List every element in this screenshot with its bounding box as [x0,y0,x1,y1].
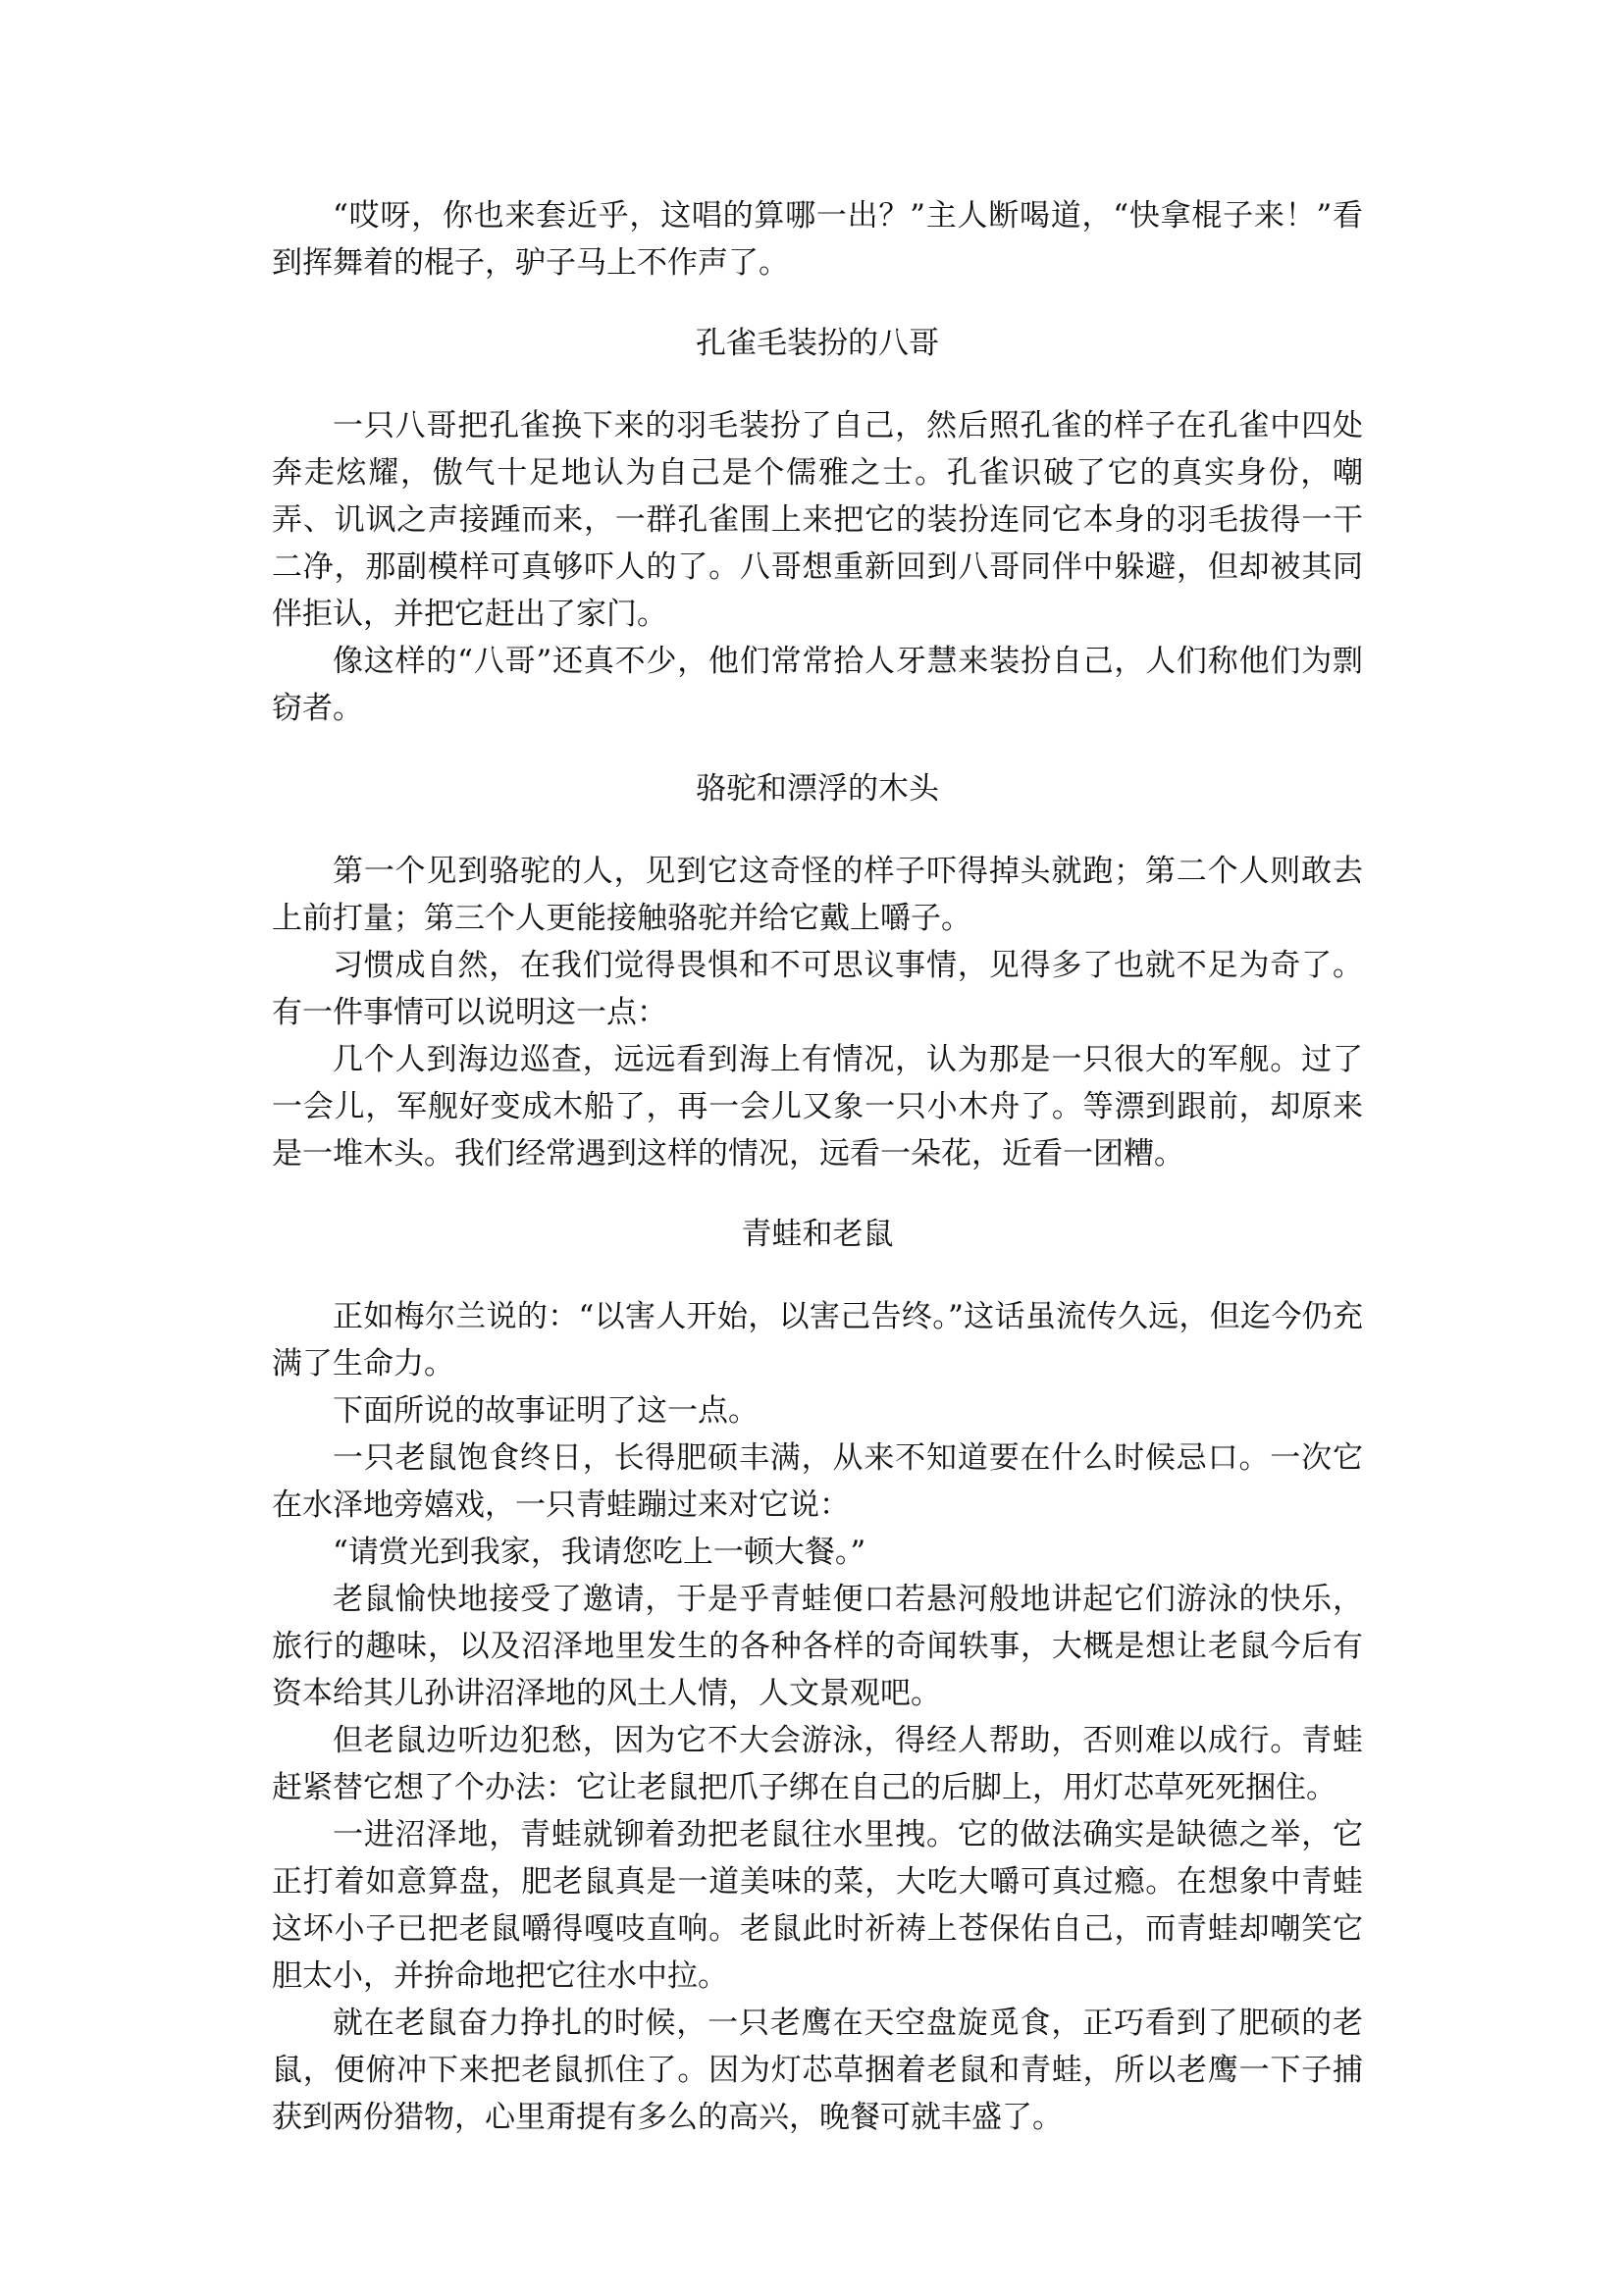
intro-paragraph: “哎呀，你也来套近乎，这唱的算哪一出？”主人断喝道，“快拿棍子来！”看到挥舞着的棍子，驴子马上不作声了。 [272,198,1363,281]
story-paragraph: 第一个见到骆驼的人，见到它这奇怪的样子吓得掉头就跑；第二个人则敢去上前打量；第三个人更能接触骆驼并给它戴上嚼子。 [272,854,1363,936]
story-title: 骆驼和漂浮的木头 [696,771,939,807]
spacer [272,1258,1363,1293]
story-paragraph: 但老鼠边听边犯愁，因为它不大会游泳，得经人帮助，否则难以成行。青蛙赶紧替它想了个办法：它让老鼠把爪子绑在自己的后脚上，用灯芯草死死捆住。 [272,1723,1363,1805]
story-paragraph: 一只八哥把孔雀换下来的羽毛装扮了自己，然后照孔雀的样子在孔雀中四处奔走炫耀，傲气十足地认为自己是个儒雅之士。孔雀识破了它的真实身份，嘲弄、讥讽之声接踵而来，一群孔雀围上来把它的装扮连同它本身的羽毛拔得一干二净，那副模样可真够吓人的了。八哥想重新回到八哥同伴中躲避，但却被其同伴拒认，并把它赶出了家门。 [272,408,1363,632]
spacer [272,732,1363,765]
story-paragraph: 一进沼泽地，青蛙就铆着劲把老鼠往水里拽。它的做法确实是缺德之举，它正打着如意算盘，肥老鼠真是一道美味的菜，大吃大嚼可真过瘾。在想象中青蛙这坏小子已把老鼠嚼得嘎吱直响。老鼠此时祈祷上苍保佑自己，而青蛙却嘲笑它胆太小，并拚命地把它往水中拉。 [272,1817,1363,1994]
spacer [272,1177,1363,1211]
story-paragraph: 习惯成自然，在我们觉得畏惧和不可思议事情，见得多了也就不足为奇了。有一件事情可以说明这一点： [272,948,1363,1030]
spacer [272,367,1363,402]
spacer [272,287,1363,320]
document-page [272,192,1363,2141]
spacer [272,812,1363,848]
story-paragraph: “请赏光到我家，我请您吃上一顿大餐。” [333,1535,866,1570]
story-title: 孔雀毛装扮的八哥 [696,326,939,361]
story-paragraph: 像这样的“八哥”还真不少，他们常常拾人牙慧来装扮自己，人们称他们为剽窃者。 [272,644,1363,726]
story-paragraph: 老鼠愉快地接受了邀请，于是乎青蛙便口若悬河般地讲起它们游泳的快乐，旅行的趣味，以及沼泽地里发生的各种各样的奇闻轶事，大概是想让老鼠今后有资本给其儿孙讲沼泽地的风土人情，人文景观吧。 [272,1582,1363,1711]
story-paragraph: 一只老鼠饱食终日，长得肥硕丰满，从来不知道要在什么时候忌口。一次它在水泽地旁嬉戏，一只青蛙蹦过来对它说： [272,1440,1363,1523]
story-paragraph: 就在老鼠奋力挣扎的时候，一只老鹰在天空盘旋觅食，正巧看到了肥硕的老鼠，便俯冲下来把老鼠抓住了。因为灯芯草捆着老鼠和青蛙，所以老鹰一下子捕获到两份猎物，心里甭提有多么的高兴，晚餐可就丰盛了。 [272,2006,1363,2135]
story-paragraph: 下面所说的故事证明了这一点。 [333,1393,759,1429]
story-paragraph: 几个人到海边巡查，远远看到海上有情况，认为那是一只很大的军舰。过了一会儿，军舰好变成木船了，再一会儿又象一只小木舟了。等漂到跟前，却原来是一堆木头。我们经常遇到这样的情况，远看一朵花，近看一团糟。 [272,1042,1363,1172]
story-title: 青蛙和老鼠 [741,1217,894,1252]
story-paragraph: 正如梅尔兰说的：“以害人开始，以害己告终。”这话虽流传久远，但迄今仍充满了生命力。 [272,1299,1363,1382]
